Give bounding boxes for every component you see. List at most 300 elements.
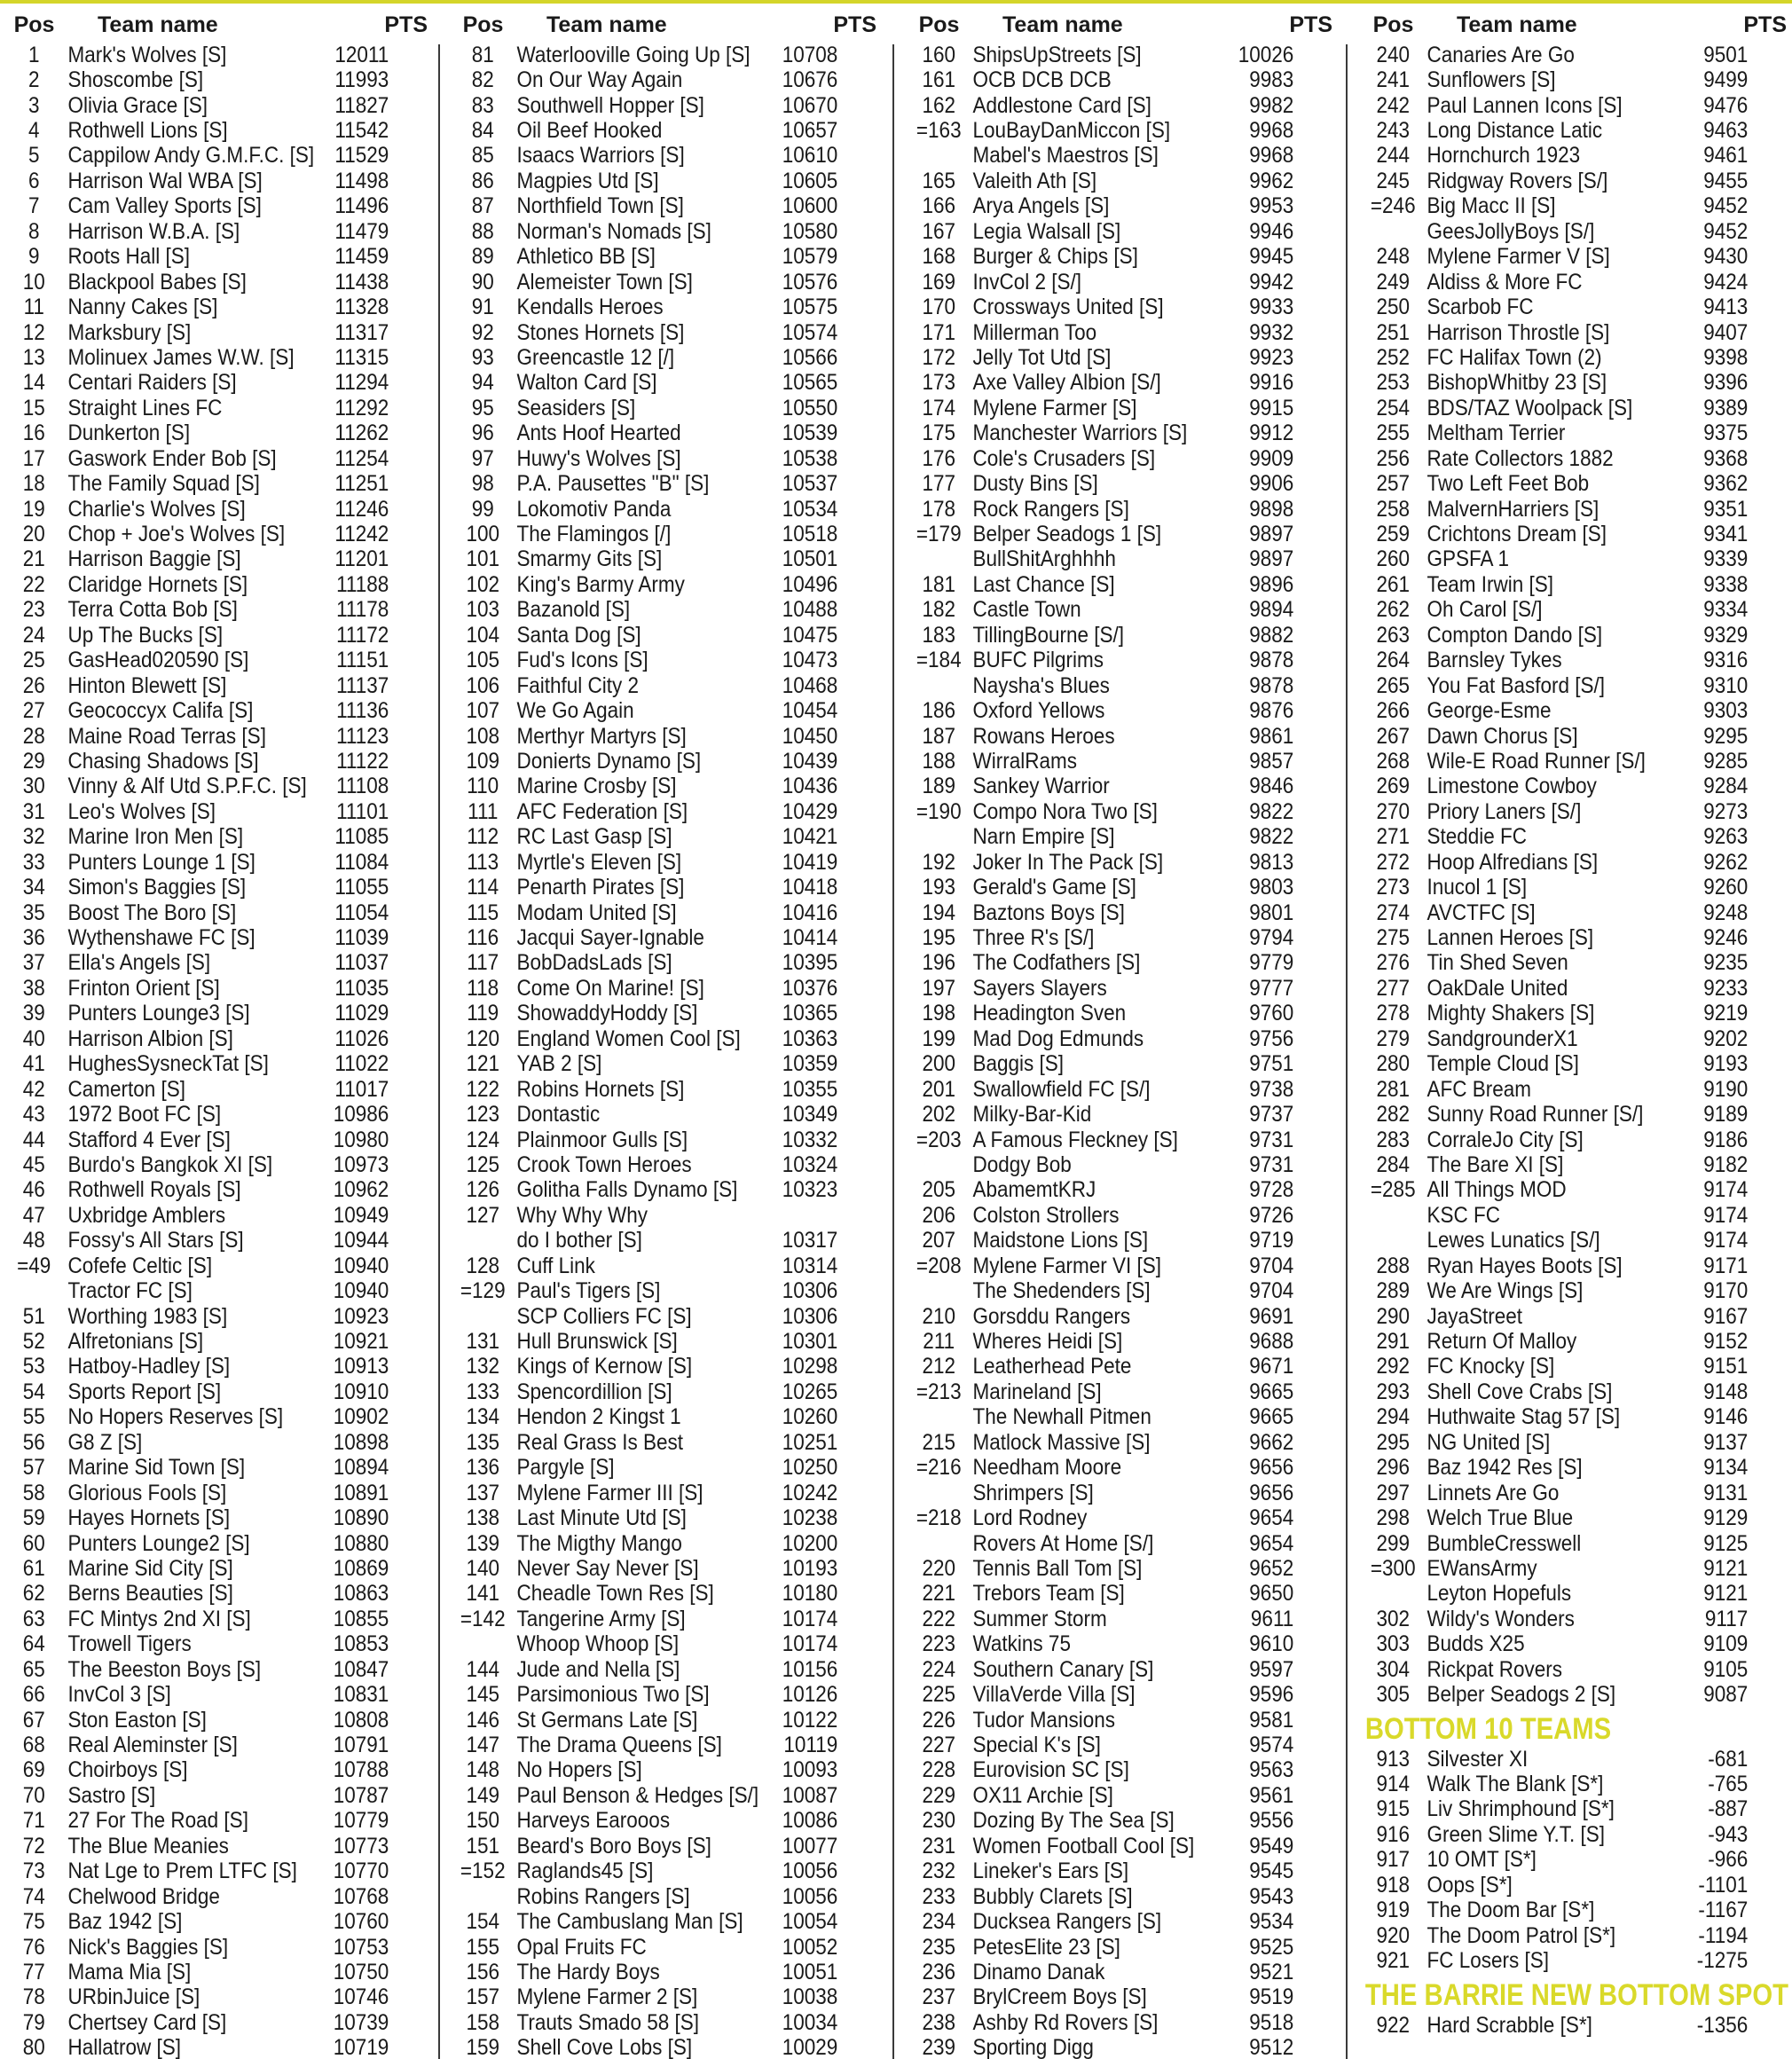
points-cell: 10306 (782, 1303, 838, 1329)
position-cell: 7 (28, 193, 40, 219)
points-cell: 9882 (1249, 622, 1294, 648)
team-name-cell: Silvester XI (1427, 1746, 1529, 1772)
position-cell: 103 (466, 597, 500, 623)
position-cell: 101 (466, 546, 500, 572)
team-name-cell: Return Of Malloy (1427, 1329, 1577, 1355)
table-row (1359, 194, 1749, 219)
points-cell: 12011 (334, 42, 389, 67)
team-name-cell: Dontastic (516, 1102, 601, 1128)
position-cell: 290 (1376, 1303, 1411, 1329)
table-row (449, 1253, 845, 1278)
table-row (905, 1834, 1300, 1859)
team-name-cell: Terra Cotta Bob [S] (67, 597, 238, 623)
points-cell: 10086 (782, 1808, 838, 1834)
points-cell: 10539 (782, 420, 838, 446)
points-cell: 9134 (1703, 1455, 1749, 1481)
table-row (0, 825, 389, 850)
table-row (1359, 648, 1749, 673)
team-name-cell: Huwy's Wolves [S] (516, 445, 681, 471)
position-cell: 57 (22, 1455, 45, 1481)
points-cell: 10475 (782, 622, 838, 648)
position-cell: 23 (22, 597, 45, 623)
points-cell: 10962 (333, 1177, 389, 1203)
position-cell: 253 (1376, 370, 1411, 396)
table-row (1359, 1481, 1749, 1505)
table-row (449, 1834, 845, 1859)
position-cell: 920 (1376, 1922, 1411, 1948)
points-cell: 11029 (334, 1001, 389, 1026)
team-name-header: Team name (546, 12, 667, 37)
table-row (1359, 1379, 1749, 1404)
team-name-cell: Punters Lounge 1 [S] (67, 849, 255, 875)
position-cell: 38 (22, 975, 45, 1001)
points-cell: 11188 (336, 571, 389, 597)
table-row (449, 144, 845, 169)
position-cell: 144 (466, 1656, 500, 1682)
position-cell: 161 (922, 67, 956, 93)
points-cell: 9534 (1249, 1909, 1294, 1935)
position-cell: 243 (1376, 118, 1411, 144)
pts-header: PTS (833, 12, 876, 37)
team-name-cell: Last Chance [S] (972, 571, 1115, 597)
table-row (449, 169, 845, 193)
points-cell: 9262 (1703, 849, 1749, 875)
team-name-cell: P.A. Pausettes "B" [S] (516, 471, 710, 497)
position-cell: 281 (1376, 1076, 1411, 1102)
team-name-cell: Gorsddu Rangers (972, 1303, 1131, 1329)
points-cell: 11022 (334, 1051, 389, 1077)
team-name-cell: Jacqui Sayer-Ignable (516, 925, 704, 951)
position-cell: 3 (28, 92, 40, 118)
points-cell: 10242 (782, 1480, 838, 1505)
position-cell: 2 (28, 67, 40, 93)
team-name-cell: GeesJollyBoys [S/] (1427, 218, 1595, 244)
position-cell: 45 (22, 1151, 45, 1177)
team-name-cell: Sporting Digg (972, 2035, 1094, 2059)
team-name-cell: YAB 2 [S] (516, 1051, 602, 1077)
team-name-cell: Stones Hornets [S] (516, 319, 685, 345)
points-cell: 10898 (333, 1429, 389, 1455)
team-name-cell: Ston Easton [S] (67, 1707, 207, 1733)
position-cell: 224 (922, 1656, 956, 1682)
pos-header: Pos (918, 12, 960, 37)
team-name-cell: Burdo's Bangkok XI [S] (67, 1151, 273, 1177)
team-name-cell: Dusty Bins [S] (972, 471, 1098, 497)
position-cell: 150 (466, 1808, 500, 1834)
table-row (1359, 1102, 1749, 1127)
points-cell: 9596 (1249, 1682, 1294, 1708)
points-cell: 10538 (782, 445, 838, 471)
position-cell: 31 (22, 798, 45, 824)
team-name-cell: Jude and Nella [S] (516, 1656, 680, 1682)
team-name-cell: Budds X25 (1427, 1631, 1525, 1657)
table-row (1359, 345, 1749, 370)
points-cell: 10439 (782, 748, 838, 774)
table-row (1359, 724, 1749, 749)
table-row (1359, 799, 1749, 824)
position-cell: 263 (1376, 622, 1411, 648)
points-cell: 10676 (782, 67, 838, 93)
column-divider (892, 44, 894, 2059)
points-cell: 9202 (1703, 1026, 1749, 1051)
table-row (0, 1909, 389, 1934)
points-cell: 10501 (782, 546, 838, 572)
points-cell: 9968 (1249, 143, 1294, 169)
points-cell: 10454 (782, 698, 838, 724)
points-cell: 9413 (1703, 295, 1749, 320)
table-row (449, 951, 845, 976)
points-cell: -1101 (1698, 1872, 1749, 1898)
position-cell: 13 (22, 344, 45, 370)
team-name-cell: Rickpat Rovers (1427, 1656, 1563, 1682)
table-row (0, 270, 389, 295)
table-row (449, 648, 845, 673)
table-row (0, 1102, 389, 1127)
table-row (0, 850, 389, 875)
team-name-cell: Punters Lounge3 [S] (67, 1001, 250, 1026)
table-row (1359, 245, 1749, 270)
points-cell: 10323 (782, 1177, 838, 1203)
points-cell: 9233 (1703, 975, 1749, 1001)
points-cell: 10054 (782, 1909, 838, 1935)
table-row (0, 320, 389, 345)
table-row (449, 1203, 845, 1228)
points-cell: 9728 (1249, 1177, 1294, 1203)
team-name-cell: Nanny Cakes [S] (67, 295, 218, 320)
team-name-cell: Harrison Baggie [S] (67, 546, 241, 572)
table-row (0, 1607, 389, 1631)
team-name-cell: BumbleCresswell (1427, 1530, 1582, 1556)
team-name-cell: Opal Fruits FC (516, 1934, 647, 1960)
team-name-cell: Worthing 1983 [S] (67, 1303, 228, 1329)
table-row (1359, 396, 1749, 420)
position-cell: 215 (922, 1429, 956, 1455)
points-cell: 10891 (333, 1480, 389, 1505)
position-cell: 140 (466, 1555, 500, 1581)
team-name-cell: Wildy's Wonders (1427, 1606, 1575, 1631)
points-cell: 9284 (1703, 774, 1749, 799)
team-name-cell: Marineland [S] (972, 1379, 1102, 1404)
points-cell: 10940 (333, 1278, 389, 1304)
position-cell: 75 (22, 1909, 45, 1935)
table-row (1359, 1304, 1749, 1329)
team-name-cell: Limestone Cowboy (1427, 774, 1597, 799)
position-cell: 53 (22, 1354, 45, 1379)
team-name-cell: Walk The Blank [S*] (1427, 1772, 1604, 1797)
position-cell: 25 (22, 648, 45, 673)
position-cell: 125 (466, 1151, 500, 1177)
team-name-cell: Compo Nora Two [S] (972, 798, 1158, 824)
team-name-cell: CorraleJo City [S] (1427, 1127, 1584, 1152)
team-name-cell: Three R's [S/] (972, 925, 1095, 951)
points-cell: 9248 (1703, 900, 1749, 925)
points-cell: 10051 (782, 1959, 838, 1984)
table-row (905, 799, 1300, 824)
position-cell: 251 (1376, 319, 1411, 345)
table-row (449, 1304, 845, 1329)
table-row (905, 673, 1300, 698)
team-name-cell: Seasiders [S] (516, 395, 636, 420)
table-row (1359, 1152, 1749, 1177)
points-cell: 9731 (1249, 1151, 1294, 1177)
table-row (449, 1178, 845, 1203)
position-cell: 176 (922, 445, 956, 471)
team-name-cell: Compton Dando [S] (1427, 622, 1603, 648)
position-cell: 162 (922, 92, 956, 118)
points-cell: 10779 (333, 1808, 389, 1834)
position-cell: 200 (922, 1051, 956, 1077)
table-row (1359, 774, 1749, 799)
position-cell: =300 (1370, 1555, 1416, 1581)
position-cell: 30 (22, 774, 45, 799)
points-cell: 9597 (1249, 1656, 1294, 1682)
position-cell: 284 (1376, 1151, 1411, 1177)
pos-header: Pos (462, 12, 504, 37)
table-row (905, 1909, 1300, 1934)
position-cell: 1 (28, 42, 40, 67)
position-cell: 52 (22, 1329, 45, 1355)
points-cell: 10395 (782, 950, 838, 976)
table-row (1359, 270, 1749, 295)
team-name-cell: The Codfathers [S] (972, 950, 1141, 976)
table-row (905, 67, 1300, 92)
table-row (905, 1935, 1300, 1960)
team-name-cell: Isaacs Warriors [S] (516, 143, 685, 169)
position-cell: 289 (1376, 1278, 1411, 1304)
position-cell: 96 (471, 420, 494, 446)
team-name-cell: Ashby Rd Rovers [S] (972, 2009, 1159, 2035)
table-row (0, 698, 389, 723)
table-row (905, 2036, 1300, 2059)
points-cell: 9861 (1249, 723, 1294, 749)
points-cell: 9915 (1249, 395, 1294, 420)
position-cell: 145 (466, 1682, 500, 1708)
team-name-cell: Oxford Yellows (972, 698, 1105, 724)
table-row (905, 698, 1300, 723)
points-cell: 11178 (336, 597, 389, 623)
team-name-cell: Wile-E Road Runner [S/] (1427, 748, 1646, 774)
points-cell: 10768 (333, 1883, 389, 1909)
team-name-cell: Jelly Tot Utd [S] (972, 344, 1112, 370)
points-cell: 9574 (1249, 1733, 1294, 1758)
team-name-cell: Mabel's Maestros [S] (972, 143, 1159, 169)
points-cell: 10670 (782, 92, 838, 118)
points-cell: 10265 (782, 1379, 838, 1404)
table-row (905, 951, 1300, 976)
team-name-cell: Women Football Cool [S] (972, 1833, 1195, 1859)
position-cell: 258 (1376, 496, 1411, 522)
team-name-cell: Greencastle 12 [/] (516, 344, 675, 370)
points-cell: 9424 (1703, 269, 1749, 295)
position-cell: 257 (1376, 471, 1411, 497)
points-cell: 10156 (782, 1656, 838, 1682)
position-cell: 76 (22, 1934, 45, 1960)
table-row (905, 1960, 1300, 1984)
position-cell: 239 (922, 2035, 956, 2059)
team-name-cell: Mylene Farmer VI [S] (972, 1253, 1162, 1278)
position-cell: 9 (28, 244, 40, 270)
points-cell: 9246 (1703, 925, 1749, 951)
points-cell: 10119 (783, 1733, 838, 1758)
table-row (0, 673, 389, 698)
table-row (449, 194, 845, 219)
points-cell: 10473 (782, 648, 838, 673)
team-name-cell: Axe Valley Albion [S/] (972, 370, 1161, 396)
table-row (0, 1935, 389, 1960)
team-name-cell: NG United [S] (1427, 1429, 1551, 1455)
team-name-cell: Real Aleminster [S] (67, 1733, 238, 1758)
table-row (1359, 1229, 1749, 1253)
position-cell: =246 (1370, 193, 1416, 219)
points-cell: 10238 (782, 1505, 838, 1531)
points-cell: 9760 (1249, 1001, 1294, 1026)
points-cell: 9260 (1703, 875, 1749, 900)
position-cell: 171 (922, 319, 956, 345)
position-cell: 183 (922, 622, 956, 648)
table-row (449, 1505, 845, 1530)
table-row (1359, 1329, 1749, 1354)
table-row (1359, 1128, 1749, 1152)
points-cell: 9652 (1249, 1555, 1294, 1581)
table-row (905, 371, 1300, 396)
position-cell: 192 (922, 849, 956, 875)
table-row (905, 572, 1300, 597)
position-cell: 148 (466, 1757, 500, 1783)
team-name-cell: OX11 Archie [S] (972, 1782, 1113, 1808)
team-name-cell: The Flamingos [/] (516, 522, 672, 547)
position-cell: 35 (22, 900, 45, 925)
team-name-cell: Mighty Shakers [S] (1427, 1001, 1595, 1026)
table-row (905, 1355, 1300, 1379)
team-name-cell: Swallowfield FC [S/] (972, 1076, 1151, 1102)
team-name-cell: Simon's Baggies [S] (67, 875, 247, 900)
position-cell: 15 (22, 395, 45, 420)
table-row (0, 169, 389, 193)
team-name-cell: Pargyle [S] (516, 1455, 615, 1481)
points-cell: -765 (1708, 1772, 1749, 1797)
table-row (0, 875, 389, 900)
team-name-cell: Colston Strollers (972, 1202, 1120, 1228)
team-name-cell: Alfretonians [S] (67, 1329, 204, 1355)
position-cell: 88 (471, 218, 494, 244)
table-row (449, 118, 845, 143)
team-name-cell: Hendon 2 Kingst 1 (516, 1404, 681, 1430)
team-name-cell: VillaVerde Villa [S] (972, 1682, 1136, 1708)
position-cell: 137 (466, 1480, 500, 1505)
table-row (449, 1002, 845, 1026)
position-cell: =203 (916, 1127, 962, 1152)
table-row (1359, 1355, 1749, 1379)
points-cell: 10923 (333, 1303, 389, 1329)
table-row (449, 850, 845, 875)
points-cell: 9396 (1703, 370, 1749, 396)
points-cell: 10421 (782, 824, 838, 850)
team-name-cell: Tudor Mansions (972, 1707, 1115, 1733)
position-cell: =179 (916, 522, 962, 547)
team-name-cell: Welch True Blue (1427, 1505, 1574, 1531)
team-name-cell: Cole's Crusaders [S] (972, 445, 1156, 471)
position-cell: 92 (471, 319, 494, 345)
points-cell: 11035 (334, 975, 389, 1001)
points-cell: 9876 (1249, 698, 1294, 724)
team-name-cell: Leyton Hopefuls (1427, 1581, 1572, 1607)
points-cell: 9193 (1703, 1051, 1749, 1077)
position-cell: 121 (466, 1051, 500, 1077)
table-row (905, 43, 1300, 67)
team-name-cell: Cappilow Andy G.M.F.C. [S] (67, 143, 315, 169)
points-cell: 10029 (782, 2035, 838, 2059)
team-name-cell: The Migthy Mango (516, 1530, 682, 1556)
team-name-cell: Marine Crosby [S] (516, 774, 677, 799)
table-row (905, 825, 1300, 850)
team-name-cell: InvCol 2 [S/] (972, 269, 1082, 295)
standings-list (0, 43, 433, 2059)
position-cell: =184 (916, 648, 962, 673)
table-row (449, 1582, 845, 1607)
position-cell: 91 (471, 295, 494, 320)
position-cell: 916 (1376, 1821, 1411, 1847)
table-row (449, 1909, 845, 1934)
points-cell: 11254 (334, 445, 389, 471)
position-cell: 275 (1376, 925, 1411, 951)
position-cell: 201 (922, 1076, 956, 1102)
table-row (0, 749, 389, 774)
team-name-cell: Inucol 1 [S] (1427, 875, 1528, 900)
points-cell: 11479 (334, 218, 389, 244)
team-name-cell: A Famous Fleckney [S] (972, 1127, 1178, 1152)
team-name-cell: Glorious Fools [S] (67, 1480, 227, 1505)
table-row (0, 1379, 389, 1404)
table-row (1359, 471, 1749, 496)
team-name-cell: JayaStreet (1427, 1303, 1523, 1329)
team-name-cell: SandgrounderX1 (1427, 1026, 1578, 1051)
position-cell: 255 (1376, 420, 1411, 446)
position-cell: 193 (922, 875, 956, 900)
team-name-cell: Roots Hall [S] (67, 244, 191, 270)
team-name-cell: The Hardy Boys (516, 1959, 660, 1984)
points-cell: 9794 (1249, 925, 1294, 951)
team-name-cell: Penarth Pirates [S] (516, 875, 685, 900)
team-name-cell: Linnets Are Go (1427, 1480, 1560, 1505)
team-name-cell: Matlock Massive [S] (972, 1429, 1151, 1455)
table-row (905, 547, 1300, 572)
table-row (449, 1607, 845, 1631)
points-cell: 11542 (334, 118, 389, 144)
position-cell: 98 (471, 471, 494, 497)
team-name-cell: Harrison Throstle [S] (1427, 319, 1610, 345)
table-row (905, 194, 1300, 219)
team-name-cell: Dunkerton [S] (67, 420, 191, 446)
table-row (905, 1783, 1300, 1808)
team-name-cell: BullShitArghhhh (972, 546, 1116, 572)
table-row (0, 1657, 389, 1682)
table-row (905, 774, 1300, 799)
team-name-cell: Last Minute Utd [S] (516, 1505, 687, 1531)
position-cell: 303 (1376, 1631, 1411, 1657)
table-row (905, 497, 1300, 522)
table-row (0, 345, 389, 370)
table-row (449, 219, 845, 244)
points-cell: 11201 (334, 546, 389, 572)
team-name-cell: Raglands45 [S] (516, 1859, 654, 1884)
points-cell: 11459 (334, 244, 389, 270)
position-cell: 112 (467, 824, 499, 850)
table-row (905, 1152, 1300, 1177)
table-row (0, 421, 389, 446)
standings-list (905, 43, 1343, 2059)
position-cell: 160 (922, 42, 956, 67)
points-cell: 9167 (1703, 1303, 1749, 1329)
